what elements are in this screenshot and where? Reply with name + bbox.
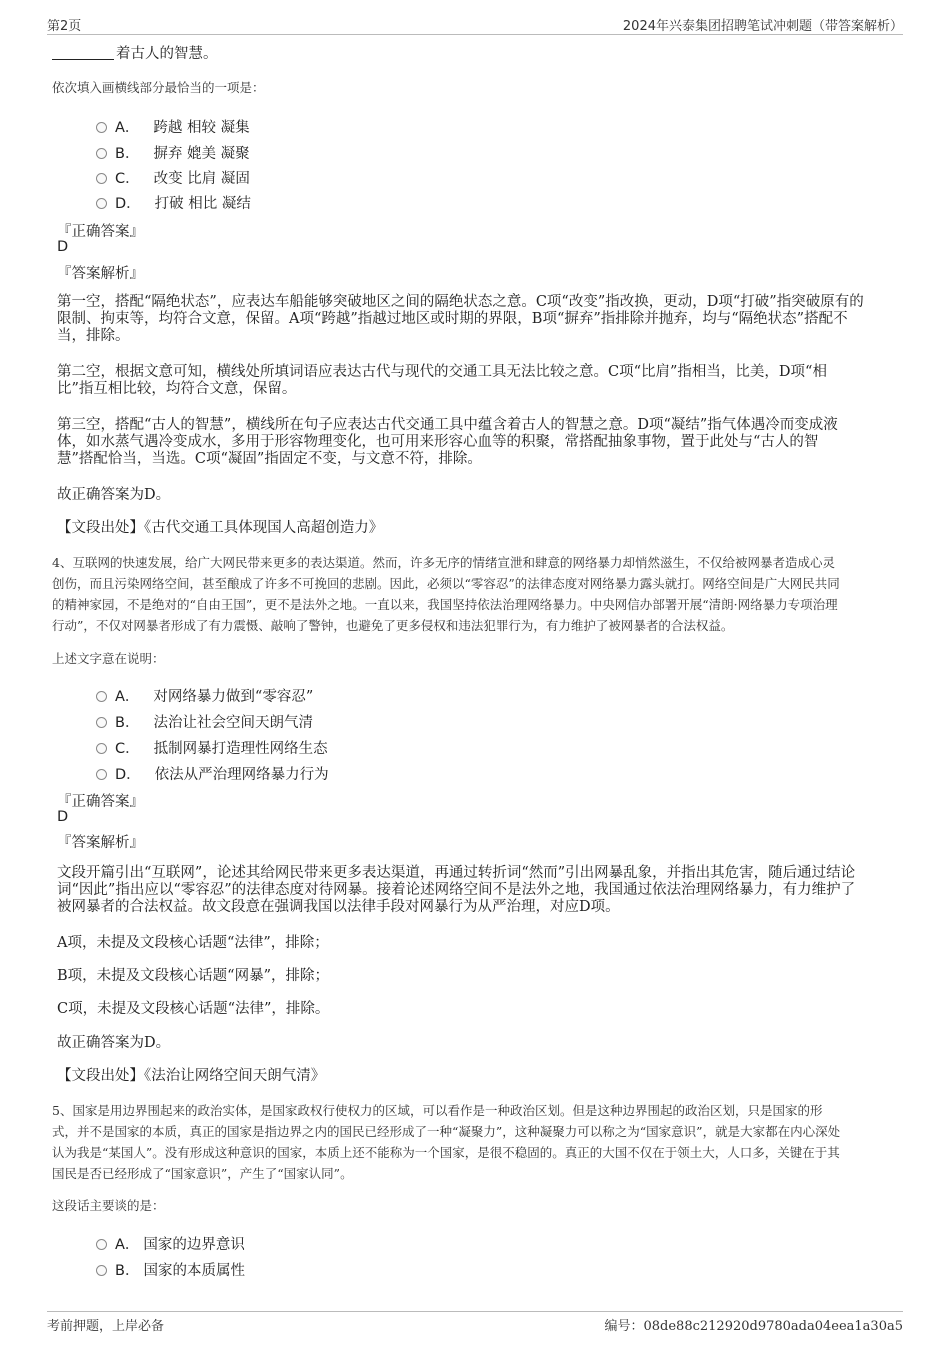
q4-option-c[interactable]: C． 抵制网暴打造理性网络生态 (96, 737, 328, 755)
q4-option-b[interactable]: B． 法治让社会空间天朗气清 (96, 711, 313, 729)
q5-stem: 5、国家是用边界围起来的政治实体，是国家政权行使权力的区域，可以看作是一种政治区划。但是这种边界围起的政治区划，只是国家的形 式，并不是国家的本质，真正的国家是指边界之内的国民已经形成了一种“凝聚力”，这种凝聚力可以称之为“国家意识”，就是大家都在内心深处 认为我是“某国人”。没有形成这种意识的国家，本质上还不能称为一个国家，是很不稳固的。真正的大国不仅在于领土大，人口多，关键在于其 国民是否已经形成了“国家意识”，产生了“国家认同”。 (52, 1103, 841, 1181)
q5-option-b[interactable]: B． 国家的本质属性 (96, 1259, 245, 1277)
q3-option-d[interactable]: D． 打破 相比 凝结 (96, 192, 251, 210)
radio-icon[interactable] (96, 717, 107, 728)
q4-stem: 4、互联网的快速发展，给广大网民带来更多的表达渠道。然而，许多无序的情绪宣泄和肆意的网络暴力却悄然滋生，不仅给被网暴者造成心灵 创伤，而且污染网络空间，甚至酿成了许多不可挽回的悲剧。因此，必须以“零容忍”的法律态度对网络暴力露头就打。网络空间是广大网民共同 的精神家园，不是绝对的“自由王国”，更不是法外之地。一直以来，我国坚持依法治理网络暴力。中央网信办部署开展“清朗·网络暴力专项治理 行动”，不仅对网暴者形成了有力震慑、敲响了警钟，也避免了更多侵权和违法犯罪行为，有力维护了被网暴者的合法权益。 (52, 555, 840, 633)
q5-prompt: 这段话主要谈的是： (52, 1198, 165, 1213)
q3-analysis-label: 『答案解析』 (57, 266, 144, 282)
radio-icon[interactable] (96, 743, 107, 754)
radio-icon[interactable] (96, 122, 107, 133)
q3-answer: D (57, 239, 69, 255)
q3-prompt: 依次填入画横线部分最恰当的一项是： (52, 80, 265, 95)
q4-source: 【文段出处】《法治让网络空间天朗气清》 (57, 1068, 326, 1084)
radio-icon[interactable] (96, 769, 107, 780)
q3-conclusion: 故正确答案为D。 (57, 487, 171, 503)
footer-slogan: 考前押题，上岸必备 (47, 1319, 165, 1334)
page-number: 第2页 (47, 19, 82, 34)
q4-prompt: 上述文字意在说明： (52, 651, 165, 666)
q5-option-a[interactable]: A． 国家的边界意识 (96, 1233, 245, 1251)
q4-conclusion: 故正确答案为D。 (57, 1035, 171, 1051)
q3-answer-label: 『正确答案』 (57, 224, 144, 240)
q3-option-a[interactable]: A． 跨越 相较 凝集 (96, 116, 250, 134)
q3-analysis-para-3: 第三空，搭配“古人的智慧”，横线所在句子应表达古代交通工具中蕴含着古人的智慧之意。D项“凝结”指气体遇冷而变成液 体，如水蒸气遇冷变成水，多用于形容物理变化，也可用来形容心血等的积聚，常搭配抽象事物，置于此处与“古人的智 慧”搭配恰当，当选。C项“凝固”指固定不变，与文意不符，排除。 (57, 417, 838, 467)
q4-option-a[interactable]: A． 对网络暴力做到“零容忍” (96, 685, 313, 703)
radio-icon[interactable] (96, 1239, 107, 1250)
q3-analysis-para-1: 第一空，搭配“隔绝状态”，应表达车船能够突破地区之间的隔绝状态之意。C项“改变”指改换，更动，D项“打破”指突破原有的 限制、拘束等，均符合文意，保留。A项“跨越”指越过地区或时期的界限，B项“摒弃”指排除并抛弃，均与“隔绝状态”搭配不 当，排除。 (57, 294, 864, 344)
q3-option-c[interactable]: C． 改变 比肩 凝固 (96, 167, 250, 185)
document-title: 2024年兴泰集团招聘笔试冲刺题（带答案解析） (622, 19, 903, 34)
fill-blank (52, 47, 114, 60)
radio-icon[interactable] (96, 148, 107, 159)
q4-analysis-label: 『答案解析』 (57, 835, 144, 851)
q4-analysis-para: 文段开篇引出“互联网”，论述其给网民带来更多表达渠道，再通过转折词“然而”引出网暴乱象，并指出其危害，随后通过结论 词“因此”指出应以“零容忍”的法律态度对待网暴。接着论述网络空间不是法外之地，我国通过依法治理网络暴力，有力维护了 被网暴者的合法权益。故文段意在强调我国以法律手段对网暴行为从严治理，对应D项。 (57, 865, 856, 915)
radio-icon[interactable] (96, 691, 107, 702)
q4-answer: D (57, 809, 69, 825)
radio-icon[interactable] (96, 1265, 107, 1276)
page-footer (47, 1311, 903, 1338)
document-id: 编号：08de88c212920d9780ada04eea1a30a5 (604, 1319, 903, 1334)
radio-icon[interactable] (96, 198, 107, 209)
q4-item-c: C项，未提及文段核心话题“法律”，排除。 (57, 1001, 330, 1017)
q4-option-d[interactable]: D． 依法从严治理网络暴力行为 (96, 763, 329, 781)
q3-option-b[interactable]: B． 摒弃 媲美 凝聚 (96, 142, 250, 160)
page-header (47, 12, 903, 35)
q4-item-a: A项，未提及文段核心话题“法律”，排除； (57, 935, 329, 951)
radio-icon[interactable] (96, 173, 107, 184)
q3-analysis-para-2: 第二空，根据文意可知，横线处所填词语应表达古代与现代的交通工具无法比较之意。C项“比肩”指相当，比美，D项“相 比”指互相比较，均符合文意，保留。 (57, 364, 827, 397)
q3-source: 【文段出处】《古代交通工具体现国人高超创造力》 (57, 520, 384, 536)
q4-item-b: B项，未提及文段核心话题“网暴”，排除； (57, 968, 329, 984)
q4-answer-label: 『正确答案』 (57, 794, 144, 810)
q3-stem-tail: 着古人的智慧。 (52, 46, 218, 63)
